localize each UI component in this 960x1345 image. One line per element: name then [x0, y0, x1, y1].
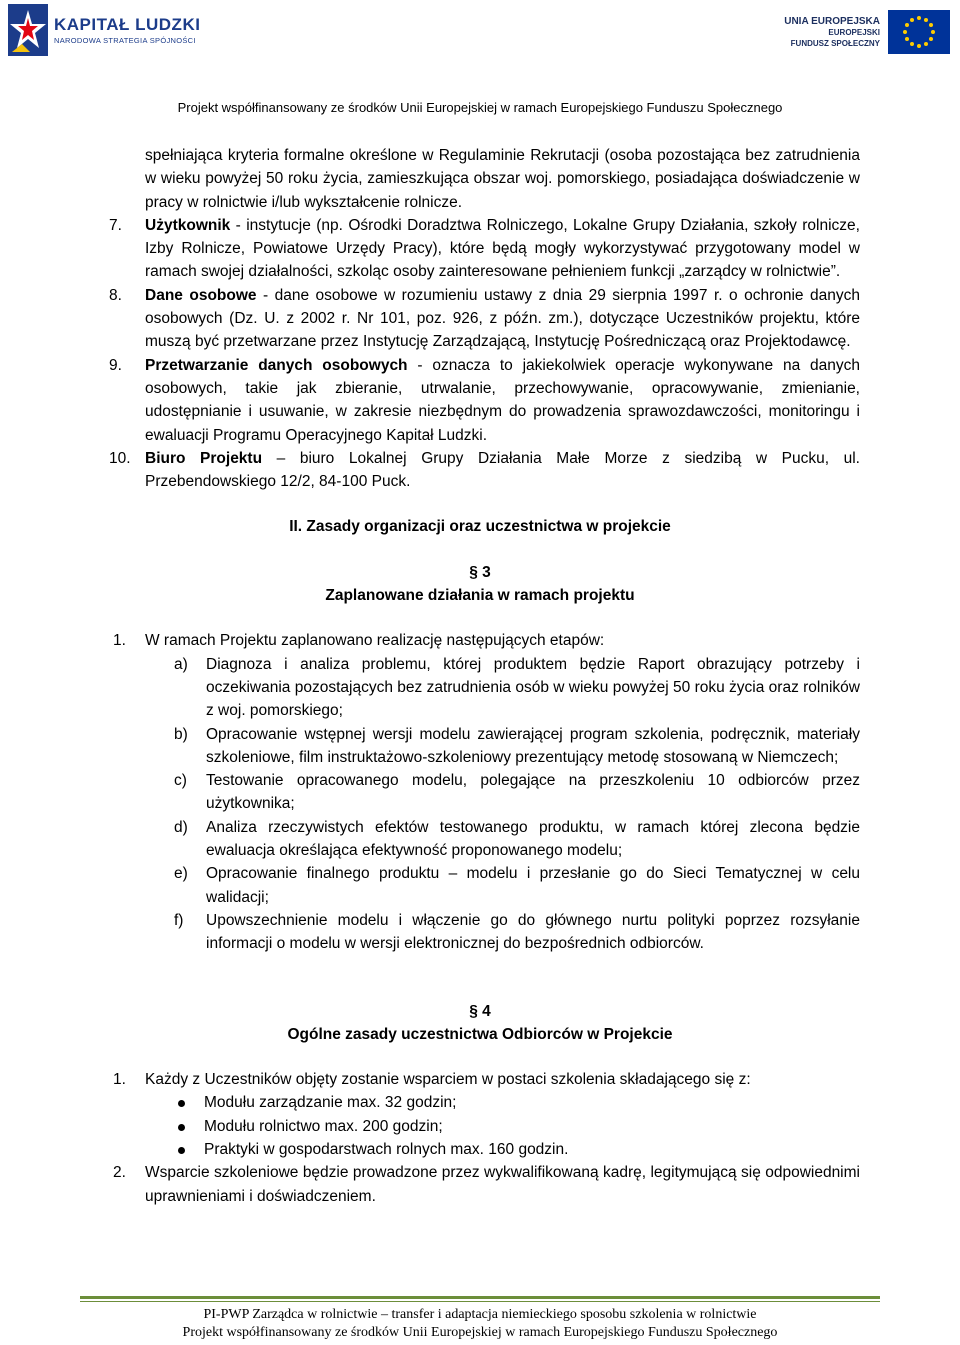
sub-list-letter: a): [174, 655, 188, 673]
definition-item: [109, 354, 860, 447]
bullet-icon: [178, 1124, 185, 1131]
sub-list-item: [174, 816, 860, 863]
list-item: [113, 1068, 860, 1091]
bullet-text: Modułu rolnictwo max. 200 godzin;: [204, 1117, 443, 1135]
paragraph-sign: § 3: [469, 563, 491, 581]
sub-list-text: Testowanie opracowanego modelu, polegające na przeszkoleniu 10 odbiorców przez użytkownika;: [206, 772, 860, 813]
sub-list-item: [174, 769, 860, 816]
definition-number: 8.: [109, 286, 122, 304]
sub-list-text: Opracowanie finalnego produktu – modelu i przesłanie go do Sieci Tematycznej w celu walidacji;: [206, 865, 860, 906]
eu-logo-line3: FUNDUSZ SPOŁECZNY: [790, 38, 880, 48]
definition-number: 7.: [109, 216, 122, 234]
list-item: [113, 1161, 860, 1208]
sub-list-letter: c): [174, 772, 187, 790]
eu-logo: [784, 10, 950, 54]
sub-list-text: Analiza rzeczywistych efektów testowanego produktu, w ramach której zlecona będzie ewaluacja określająca efektywność proponowanego modelu;: [206, 818, 860, 860]
section-title: II. Zasady organizacji oraz uczestnictwa w projekcie: [289, 518, 671, 536]
document-body: [0, 144, 960, 1208]
bullet-text: Modułu zarządzanie max. 32 godzin;: [204, 1094, 457, 1112]
eu-logo-line2: EUROPEJSKI: [828, 27, 880, 37]
definition-item: [109, 284, 860, 354]
intro-paragraph: spełniająca kryteria formalne określone w Regulaminie Rekrutacji (osoba pozostająca bez zatrudnienia w wieku powyżej 50 roku życia, zamieszkująca obszar woj. pomorskiego, posiadająca doświadczenie w pracy w rolnictwie i/lub wykształcenie rolnicze.: [145, 147, 860, 211]
footer: [0, 1306, 960, 1342]
bullet-item: [204, 1115, 860, 1138]
kapital-ludzki-star-icon: [8, 4, 48, 56]
sub-list-text: Opracowanie wstępnej wersji modelu zawierającej program szkolenia, podręcznik, materiały szkoleniowe, film instruktażowo-szkoleniowy prezentujący metodę stosowaną w Niemczech;: [206, 725, 860, 766]
bullet-text: Praktyki w gospodarstwach rolnych max. 160 godzin.: [204, 1140, 569, 1158]
definition-text: – biuro Lokalnej Grupy Działania Małe Morze z siedzibą w Pucku, ul. Przebendowskiego 12/2, 84-100 Puck.: [145, 449, 860, 491]
definition-number: 10.: [109, 449, 131, 467]
sub-list-item: [174, 653, 860, 723]
list-number: 2.: [113, 1164, 126, 1182]
list-text: Każdy z Uczestników objęty zostanie wsparciem w postaci szkolenia składającego się z:: [145, 1071, 751, 1089]
bullet-item: [204, 1138, 860, 1161]
bullet-item: [204, 1091, 860, 1114]
definition-term: Biuro Projektu: [145, 449, 263, 467]
kl-logo-title: KAPITAŁ LUDZKI: [54, 15, 201, 34]
definition-text: - instytucje (np. Ośrodki Doradztwa Rolniczego, Lokalne Grupy Działania, szkoły rolnicze, Izby Rolnicze, Powiatowe Urzędy Pracy), które będą mogły wykorzystywać przygotowany model w ramach swojej działalności, szkoląc osoby zainteresowane pełnieniem funkcji „zarządcy w rolnictwie”.: [145, 216, 860, 281]
definition-number: 9.: [109, 356, 122, 374]
sub-list-letter: d): [174, 818, 188, 836]
definition-text: - oznacza to jakiekolwiek operacje wykonywane na danych osobowych, takie jak zbieranie, utrwalanie, przechowywanie, opracowywanie, zmienianie, udostępnianie i usuwanie, w zakresie niezbędnym do prowadzenia sprawozdawczości, monitoringu i ewaluacji Programu Operacyjnego Kapitał Ludzki.: [145, 356, 860, 444]
eu-flag-icon: [888, 10, 950, 54]
list-item: [113, 629, 860, 652]
eu-logo-line1: UNIA EUROPEJSKA: [784, 15, 880, 27]
sub-list-text: Upowszechnienie modelu i włączenie go do głównego nurtu polityki poprzez rozsyłanie informacji o modelu w wersji elektronicznej do bezpośrednich odbiorców.: [206, 911, 860, 953]
sub-list-item: [174, 723, 860, 770]
definition-term: Dane osobowe: [145, 286, 257, 304]
footer-line2: Projekt współfinansowany ze środków Unii Europejskiej w ramach Europejskiego Funduszu Społecznego: [182, 1325, 778, 1340]
paragraph-title: Ogólne zasady uczestnictwa Odbiorców w Projekcie: [287, 1025, 673, 1043]
footer-rule-thin: [80, 1301, 880, 1302]
bullet-icon: [178, 1147, 185, 1154]
definition-text: - dane osobowe w rozumieniu ustawy z dnia 29 sierpnia 1997 r. o ochronie danych osobowych (Dz. U. z 2002 r. Nr 101, poz. 926, z późn. zm.), dotyczące Uczestników projektu, które muszą być przetwarzane przez Instytucję Zarządzającą, Instytucję Pośredniczącą oraz Projektodawcę.: [145, 286, 860, 351]
definition-term: Przetwarzanie danych osobowych: [145, 356, 408, 374]
paragraph-title: Zaplanowane działania w ramach projektu: [325, 587, 635, 605]
sub-list-text: Diagnoza i analiza problemu, której produktem będzie Raport obrazujący potrzeby i oczekiwania pozostających bez zatrudnienia osób w wieku powyżej 50 roku życia oraz rolników z woj. pomorskiego;: [206, 655, 860, 720]
footer-rule: [80, 1296, 880, 1299]
sub-list-item: [174, 909, 860, 956]
kl-logo-subtitle: NARODOWA STRATEGIA SPÓJNOŚCI: [54, 36, 196, 45]
sub-list-letter: e): [174, 865, 188, 883]
list-text: Wsparcie szkoleniowe będzie prowadzone przez wykwalifikowaną kadrę, legitymującą się odpowiednimi uprawnieniami i doświadczeniem.: [145, 1164, 860, 1205]
sub-list-letter: f): [174, 911, 184, 929]
list-number: 1.: [113, 1071, 126, 1089]
kapital-ludzki-logo: [8, 4, 200, 56]
header-caption: Projekt współfinansowany ze środków Unii Europejskiej w ramach Europejskiego Funduszu Społecznego: [177, 100, 783, 115]
paragraph-sign: § 4: [469, 1002, 491, 1020]
definition-item: [109, 214, 860, 284]
definition-term: Użytkownik: [145, 216, 231, 234]
bullet-icon: [178, 1100, 185, 1107]
definition-item: [109, 447, 860, 494]
sub-list-letter: b): [174, 725, 188, 743]
footer-line1: PI-PWP Zarządca w rolnictwie – transfer i adaptacja niemieckiego sposobu szkolenia w rolnictwie: [203, 1307, 757, 1322]
sub-list-item: [174, 862, 860, 909]
list-text: W ramach Projektu zaplanowano realizację następujących etapów:: [145, 632, 605, 650]
list-number: 1.: [113, 632, 126, 650]
